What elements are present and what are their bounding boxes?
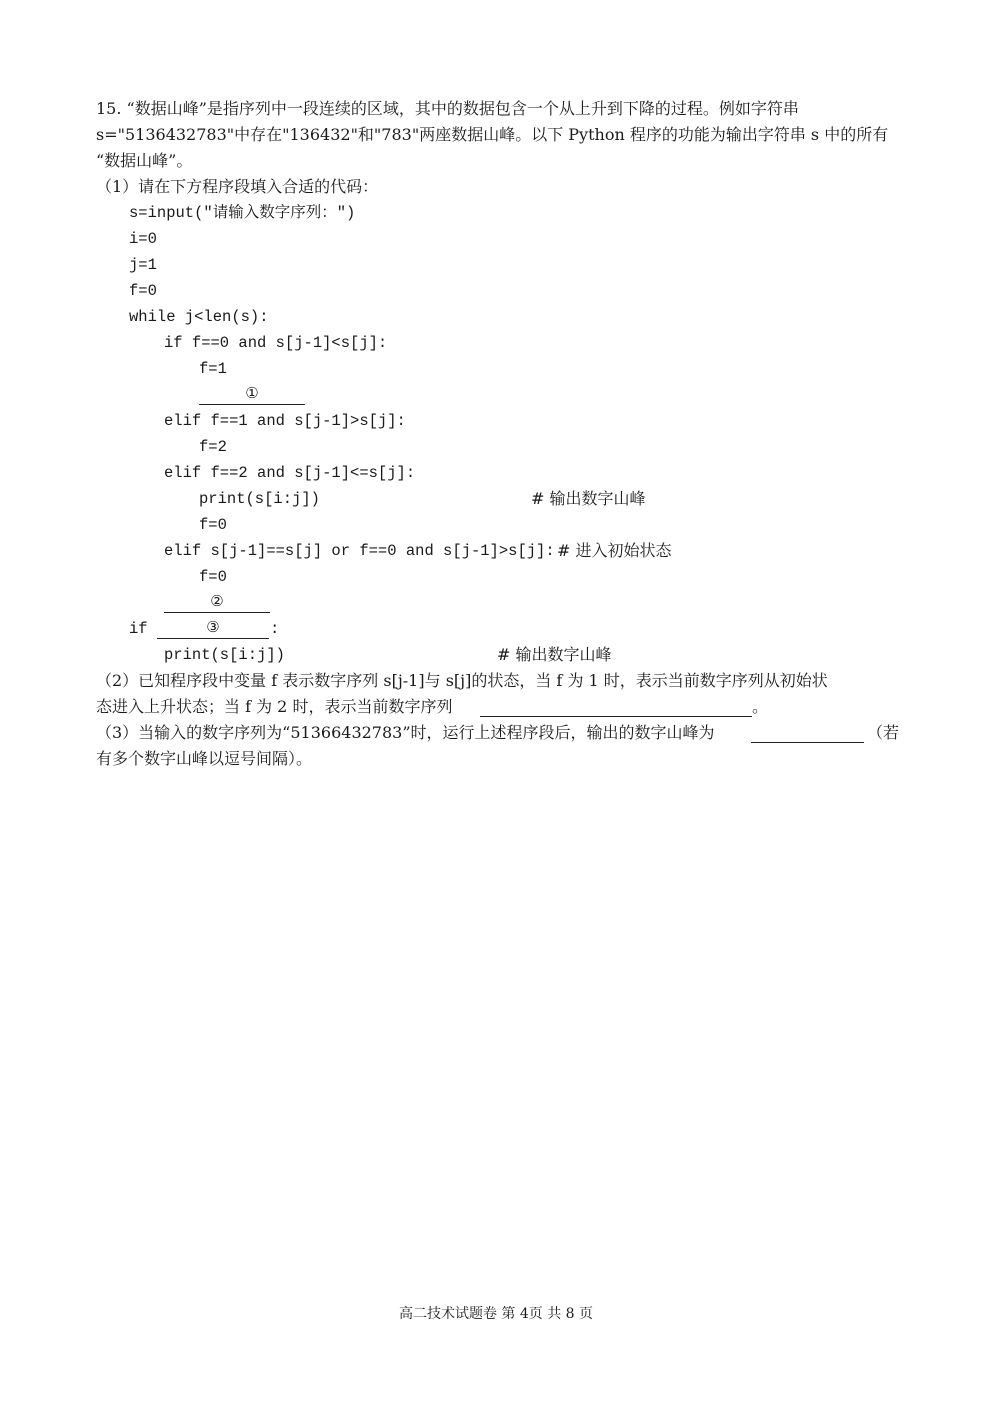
page-footer: 高二技术试题卷 第 4页 共 8 页 — [398, 1306, 594, 1322]
code-line-if-f0: if f==0 and s[j-1]<s[j]: — [164, 334, 388, 352]
part3-line-1: （3）当输入的数字序列为“51366432783”时，运行上述程序段后，输出的数字山峰为 — [96, 723, 715, 742]
code-line-f1: f=1 — [199, 360, 227, 378]
question-line-2: s="5136432783"中存在"136432"和"783"两座数据山峰。以下 Python 程序的功能为输出字符串 s 中的所有 — [96, 125, 889, 144]
code-line-elif-f1: elif f==1 and s[j-1]>s[j]: — [164, 412, 406, 430]
part3-line-1-end: （若 — [867, 723, 900, 742]
code-comment-initial: # 进入初始状态 — [557, 541, 672, 560]
code-line-f0-a: f=0 — [199, 516, 227, 534]
blank-1-marker: ① — [245, 384, 259, 402]
code-line-j: j=1 — [129, 256, 157, 274]
blank-2[interactable] — [164, 592, 270, 613]
code-line-f0-b: f=0 — [199, 568, 227, 586]
code-line-final-colon: : — [270, 620, 280, 638]
blank-1[interactable] — [199, 384, 305, 405]
question-line-1: 15. “数据山峰”是指序列中一段连续的区域，其中的数据包含一个从上升到下降的过程。例如字符串 — [96, 99, 799, 118]
blank-2-marker: ② — [210, 592, 224, 610]
part2-line-1: （2）已知程序段中变量 f 表示数字序列 s[j-1]与 s[j]的状态，当 f 为 1 时，表示当前数字序列从初始状 — [96, 671, 828, 690]
code-line-final-if: if — [129, 620, 148, 638]
code-line-elif-reset: elif s[j-1]==s[j] or f==0 and s[j-1]>s[j]: — [164, 542, 555, 560]
code-comment-output-2: # 输出数字山峰 — [497, 645, 612, 664]
part3-line-2: 有多个数字山峰以逗号间隔）。 — [96, 749, 313, 768]
code-line-elif-f2: elif f==2 and s[j-1]<=s[j]: — [164, 464, 416, 482]
part3-answer-blank[interactable] — [751, 722, 864, 743]
blank-3-marker: ③ — [206, 618, 220, 636]
code-comment-output-1: # 输出数字山峰 — [531, 489, 646, 508]
code-line-f2: f=2 — [199, 438, 227, 456]
part1-prompt: （1）请在下方程序段填入合适的代码： — [96, 177, 379, 196]
part2-answer-blank[interactable] — [480, 696, 752, 717]
code-line-input: s=input("请输入数字序列：") — [129, 204, 356, 222]
code-line-print-1: print(s[i:j]) — [199, 490, 320, 508]
code-line-print-2: print(s[i:j]) — [164, 646, 285, 664]
code-line-f: f=0 — [129, 282, 157, 300]
code-line-i: i=0 — [129, 230, 157, 248]
code-line-while: while j<len(s): — [129, 308, 269, 326]
blank-3[interactable] — [157, 618, 269, 639]
question-line-3: “数据山峰”。 — [96, 151, 193, 170]
part2-line-2: 态进入上升状态；当 f 为 2 时，表示当前数字序列 — [96, 697, 453, 716]
part2-line-2-end: 。 — [752, 697, 769, 716]
